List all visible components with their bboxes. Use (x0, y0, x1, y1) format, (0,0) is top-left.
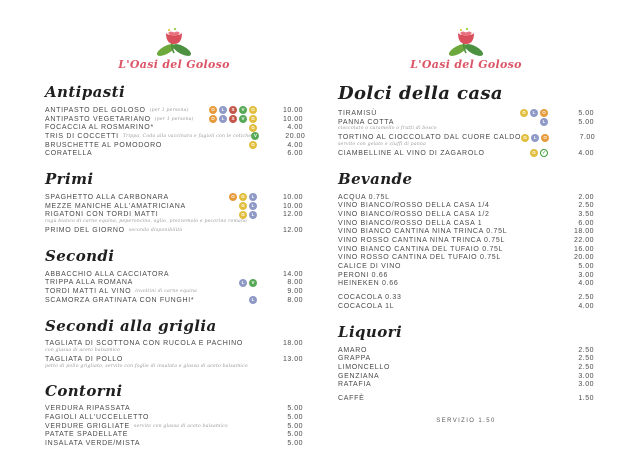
menu-item-price: 5.00 (578, 118, 594, 126)
allergen-icons (239, 211, 257, 219)
allergen-icons (239, 279, 257, 287)
restaurant-logo (338, 0, 594, 77)
menu-item-name: ANTIPASTO VEGETARIANO (45, 115, 151, 123)
menu-section (45, 382, 303, 448)
menu-item-name: CIAMBELLINE AL VINO DI ZAGAROLO (338, 149, 485, 157)
menu-item-note: servite con glassa di aceto balsamico (133, 423, 228, 429)
menu-item-price: 2.50 (578, 202, 594, 210)
menu-item (338, 228, 594, 237)
menu-item (45, 439, 303, 448)
milk-icon: L (530, 109, 538, 117)
menu-item-name: TAGLIATA DI POLLO (45, 356, 124, 364)
allergen-icons (249, 141, 257, 149)
menu-item-name: FAGIOLI ALL'UCCELLETTO (45, 414, 150, 422)
menu-item (338, 210, 594, 219)
menu-item-name: ANTIPASTO DEL GOLOSO (45, 106, 146, 114)
milk-icon: L (219, 115, 227, 123)
menu-item-price: 4.00 (578, 280, 594, 288)
menu-item-name: ACQUA 0.75L (338, 193, 390, 201)
vegan-check-icon: ✓ (540, 149, 548, 157)
menu-item (45, 270, 303, 279)
menu-item-name: CORATELLA (45, 150, 93, 158)
menu-item (45, 279, 303, 288)
menu-item (338, 201, 594, 210)
menu-item-name: PRIMO DEL GIORNO (45, 227, 125, 235)
menu-item-price: 20.00 (573, 254, 594, 262)
menu-item-price: 10.00 (282, 115, 303, 123)
allergen-icons (251, 132, 259, 140)
menu-item-name: VERDURE GRIGLIATE (45, 422, 130, 430)
menu-section (45, 317, 303, 370)
menu-item-price: 12.00 (282, 227, 303, 235)
menu-item-price: 13.00 (282, 356, 303, 364)
section-heading: Primi (45, 170, 94, 189)
menu-item-price: 5.00 (578, 263, 594, 271)
menu-item-price: 2.50 (578, 363, 594, 371)
allergen-icons (249, 296, 257, 304)
menu-item-name: VINO ROSSO CANTINA NINA TRINCA 0.75L (338, 237, 506, 245)
menu-item-name: MEZZE MANICHE ALL'AMATRICIANA (45, 202, 186, 210)
restaurant-name: L'Oasi del Goloso (410, 58, 522, 71)
menu-item-note: secondo disponibilità (128, 228, 183, 234)
menu-section (45, 83, 306, 158)
allergen-icons (540, 118, 548, 126)
section-heading: Secondi alla griglia (45, 316, 217, 335)
sulfites-icon: S (229, 115, 237, 123)
gluten-icon: G (249, 124, 257, 132)
menu-item-name: RATAFIA (338, 381, 372, 389)
menu-item-price: 4.00 (287, 141, 303, 149)
egg-icon: O (229, 193, 237, 201)
celery-icon: V (239, 115, 247, 123)
menu-page-left (45, 0, 306, 448)
menu-item-name: VINO BIANCO CANTINA DEL TUFAIO 0.75L (338, 245, 504, 253)
milk-icon: L (531, 134, 539, 142)
menu-item-price: 4.00 (287, 124, 303, 132)
menu-item (45, 340, 303, 354)
menu-section (45, 247, 303, 305)
menu-item (45, 355, 303, 369)
menu-item-note: (per 1 persona) (149, 107, 189, 113)
menu-item (45, 149, 303, 158)
menu-item-desc: servito con gelato e ciuffi di panna (338, 142, 427, 148)
menu-item-price: 1.50 (578, 394, 594, 402)
menu-item-price: 16.00 (573, 245, 594, 253)
menu-item-name: AMARO (338, 346, 368, 354)
menu-item (338, 245, 594, 254)
sulfites-icon: S (229, 106, 237, 114)
menu-item (45, 413, 303, 422)
menu-item-price: 4.00 (578, 149, 594, 157)
menu-item-name: VINO ROSSO CANTINA DEL TUFAIO 0.75L (338, 254, 501, 262)
menu-item-price: 14.00 (282, 270, 303, 278)
menu-item-price: 2.50 (578, 346, 594, 354)
menu-item (338, 219, 594, 228)
menu-item-price: 6.00 (578, 219, 594, 227)
menu-page-right (338, 0, 594, 424)
menu-item-price: 2.50 (578, 294, 594, 302)
allergen-icons (530, 149, 548, 157)
menu-item (338, 280, 594, 289)
celery-icon: V (239, 106, 247, 114)
menu-section (338, 83, 594, 158)
menu-item-name: COCACOLA 0.33 (338, 294, 402, 302)
menu-item (45, 132, 306, 141)
menu-item (45, 193, 303, 202)
egg-icon: O (541, 134, 549, 142)
menu-item (338, 372, 594, 381)
allergen-icons (249, 124, 257, 132)
allergen-icons (239, 202, 257, 210)
menu-item-price: 5.00 (287, 431, 303, 439)
menu-item (338, 254, 594, 263)
menu-section (338, 170, 594, 311)
restaurant-name: L'Oasi del Goloso (118, 58, 230, 71)
menu-item-price: 20.00 (285, 132, 306, 140)
menu-item-price: 5.00 (287, 440, 303, 448)
menu-item-name: VINO BIANCO/ROSSO DELLA CASA 1/4 (338, 202, 490, 210)
menu-section (338, 323, 594, 403)
menu-item (45, 226, 303, 235)
milk-icon: L (249, 193, 257, 201)
menu-item-price: 18.00 (573, 228, 594, 236)
menu-item-note: Trippa, Coda alla vaccinara e fagioli con le cotiche (122, 133, 252, 139)
menu-item-name: TAGLIATA DI SCOTTONA CON RUCOLA E PACHINO (45, 340, 244, 348)
menu-item (338, 118, 594, 132)
menu-item-name: TIRAMISÙ (338, 109, 378, 117)
allergen-icons (229, 193, 257, 201)
gluten-icon: G (239, 193, 247, 201)
menu-item-name: BRUSCHETTE AL POMODORO (45, 141, 163, 149)
menu-item-price: 3.00 (578, 271, 594, 279)
milk-icon: L (239, 279, 247, 287)
menu-item (45, 211, 303, 225)
menu-item-price: 10.00 (282, 202, 303, 210)
menu-item-price: 2.50 (578, 355, 594, 363)
menu-item-name: PANNA COTTA (338, 118, 395, 126)
rose-logo-icon (443, 27, 489, 61)
menu-item (338, 394, 594, 403)
menu-item-note: (per 1 persona) (154, 116, 194, 122)
menu-item-name: VINO BIANCO CANTINA NINA TRINCA 0.75L (338, 228, 508, 236)
menu-item-name: FOCACCIA AL ROSMARINO* (45, 124, 154, 132)
gluten-icon: G (239, 211, 247, 219)
menu-item (338, 363, 594, 372)
menu-item-name: HEINEKEN 0.66 (338, 280, 399, 288)
menu-item-price: 7.00 (579, 134, 596, 142)
menu-item-price: 2.00 (578, 193, 594, 201)
milk-icon: L (249, 202, 257, 210)
menu-item-price: 5.00 (287, 405, 303, 413)
milk-icon: L (540, 118, 548, 126)
milk-icon: L (249, 296, 257, 304)
menu-item (338, 149, 594, 158)
menu-item-name: VINO BIANCO/ROSSO DELLA CASA 1/2 (338, 210, 490, 218)
menu-item-name: INSALATA VERDE/MISTA (45, 440, 141, 448)
menu-item (338, 293, 594, 302)
menu-item-price: 18.00 (282, 340, 303, 348)
menu-item (45, 296, 303, 305)
menu-item-name: GENZIANA (338, 372, 380, 380)
menu-item-price: 5.00 (287, 422, 303, 430)
sections-left (45, 83, 306, 448)
menu-item-name: TORTINO AL CIOCCOLATO DAL CUORE CALDO (338, 134, 522, 142)
menu-item (45, 422, 303, 431)
menu-item (338, 354, 594, 363)
menu-item-name: LIMONCELLO (338, 363, 391, 371)
menu-item-price: 4.00 (578, 302, 594, 310)
menu-item (338, 109, 594, 118)
menu-item (338, 236, 594, 245)
menu-item-price: 3.00 (578, 372, 594, 380)
gluten-icon: G (249, 141, 257, 149)
menu-item-name: PERONI 0.66 (338, 271, 389, 279)
allergen-icons (209, 115, 257, 123)
menu-item-price: 3.50 (578, 210, 594, 218)
menu-item-name: RIGATONI CON TORDI MATTI (45, 211, 159, 219)
menu-item (45, 202, 303, 211)
allergen-icons (209, 106, 257, 114)
gluten-icon: G (249, 106, 257, 114)
menu-item-name: VERDURA RIPASSATA (45, 405, 131, 413)
milk-icon: L (219, 106, 227, 114)
menu-item-desc: cioccolato o caramello o frutti di bosco (338, 126, 437, 132)
menu-item (45, 405, 303, 414)
gluten-icon: G (521, 134, 529, 142)
celery-icon: V (249, 279, 257, 287)
gluten-icon: G (520, 109, 528, 117)
menu-item (45, 287, 303, 296)
menu-item-price: 5.00 (287, 414, 303, 422)
section-heading: Secondi (45, 246, 115, 265)
menu-item-price: 12.00 (282, 211, 303, 219)
menu-item-name: SPAGHETTO ALLA CARBONARA (45, 193, 169, 201)
menu-item (338, 271, 594, 280)
celery-icon: V (251, 132, 259, 140)
rose-logo-icon (151, 27, 197, 61)
menu-item (338, 133, 594, 147)
menu-item-name: PATATE SPADELLATE (45, 431, 129, 439)
section-heading: Antipasti (45, 83, 126, 101)
menu-item (45, 123, 303, 132)
menu-item-price: 5.00 (578, 109, 594, 117)
menu-item-name: TRIPPA ALLA ROMANA (45, 279, 133, 287)
menu-item (338, 346, 594, 355)
menu-item-name: COCACOLA 1L (338, 302, 395, 310)
allergen-icons (520, 109, 548, 117)
menu-item-price: 10.00 (282, 193, 303, 201)
service-charge-note: SERVIZIO 1.50 (436, 417, 496, 424)
section-heading: Liquori (338, 322, 403, 341)
gluten-icon: G (249, 115, 257, 123)
menu-item-price: 3.00 (578, 381, 594, 389)
egg-icon: O (209, 106, 217, 114)
gluten-icon: G (530, 149, 538, 157)
menu-item-name: SCAMORZA GRATINATA CON FUNGHI* (45, 296, 195, 304)
menu-item (45, 141, 303, 150)
menu-section (45, 170, 303, 235)
menu-item-name: TRIS DI COCCETTI (45, 132, 119, 140)
section-heading: Contorni (45, 381, 123, 400)
sections-right (338, 83, 594, 403)
menu-item-desc: petto di pollo grigliato, servito con foglie di insalata e glassa di aceto balsamico (45, 364, 248, 369)
section-heading: Dolci della casa (338, 83, 503, 104)
menu-item-note: involtini di carne equina (135, 289, 198, 295)
menu-item-name: GRAPPA (338, 355, 371, 363)
menu-item (338, 262, 594, 271)
menu-item-price: 8.00 (287, 296, 303, 304)
egg-icon: O (540, 109, 548, 117)
menu-item-price: 9.00 (287, 288, 303, 296)
menu-item-name: TORDI MATTI AL VINO (45, 288, 132, 296)
menu-item-name: ABBACCHIO ALLA CACCIATORA (45, 270, 170, 278)
section-heading: Bevande (338, 169, 413, 188)
menu-item-desc: con glassa di aceto balsamico (45, 348, 120, 354)
menu-item-price: 22.00 (573, 237, 594, 245)
menu-item-price: 10.00 (282, 106, 303, 114)
menu-item (45, 106, 303, 115)
menu-item-name: CALICE DI VINO (338, 263, 402, 271)
allergen-icons (521, 134, 549, 142)
menu-item-name: VINO BIANCO/ROSSO DELLA CASA 1 (338, 219, 483, 227)
egg-icon: O (209, 115, 217, 123)
menu-item-desc: ragù bianco di carne equina, peperoncino, aglio, prezzemolo e pecorino romano (45, 219, 248, 225)
menu-item (338, 193, 594, 202)
restaurant-logo (45, 0, 303, 77)
menu-item (45, 431, 303, 440)
menu-item-price: 6.00 (287, 150, 303, 158)
menu-item-price: 8.00 (287, 279, 303, 287)
gluten-icon: G (239, 202, 247, 210)
milk-icon: L (249, 211, 257, 219)
menu-item (45, 115, 303, 124)
menu-item (338, 380, 594, 389)
menu-item-name: CAFFÈ (338, 394, 365, 402)
menu-item (338, 302, 594, 311)
